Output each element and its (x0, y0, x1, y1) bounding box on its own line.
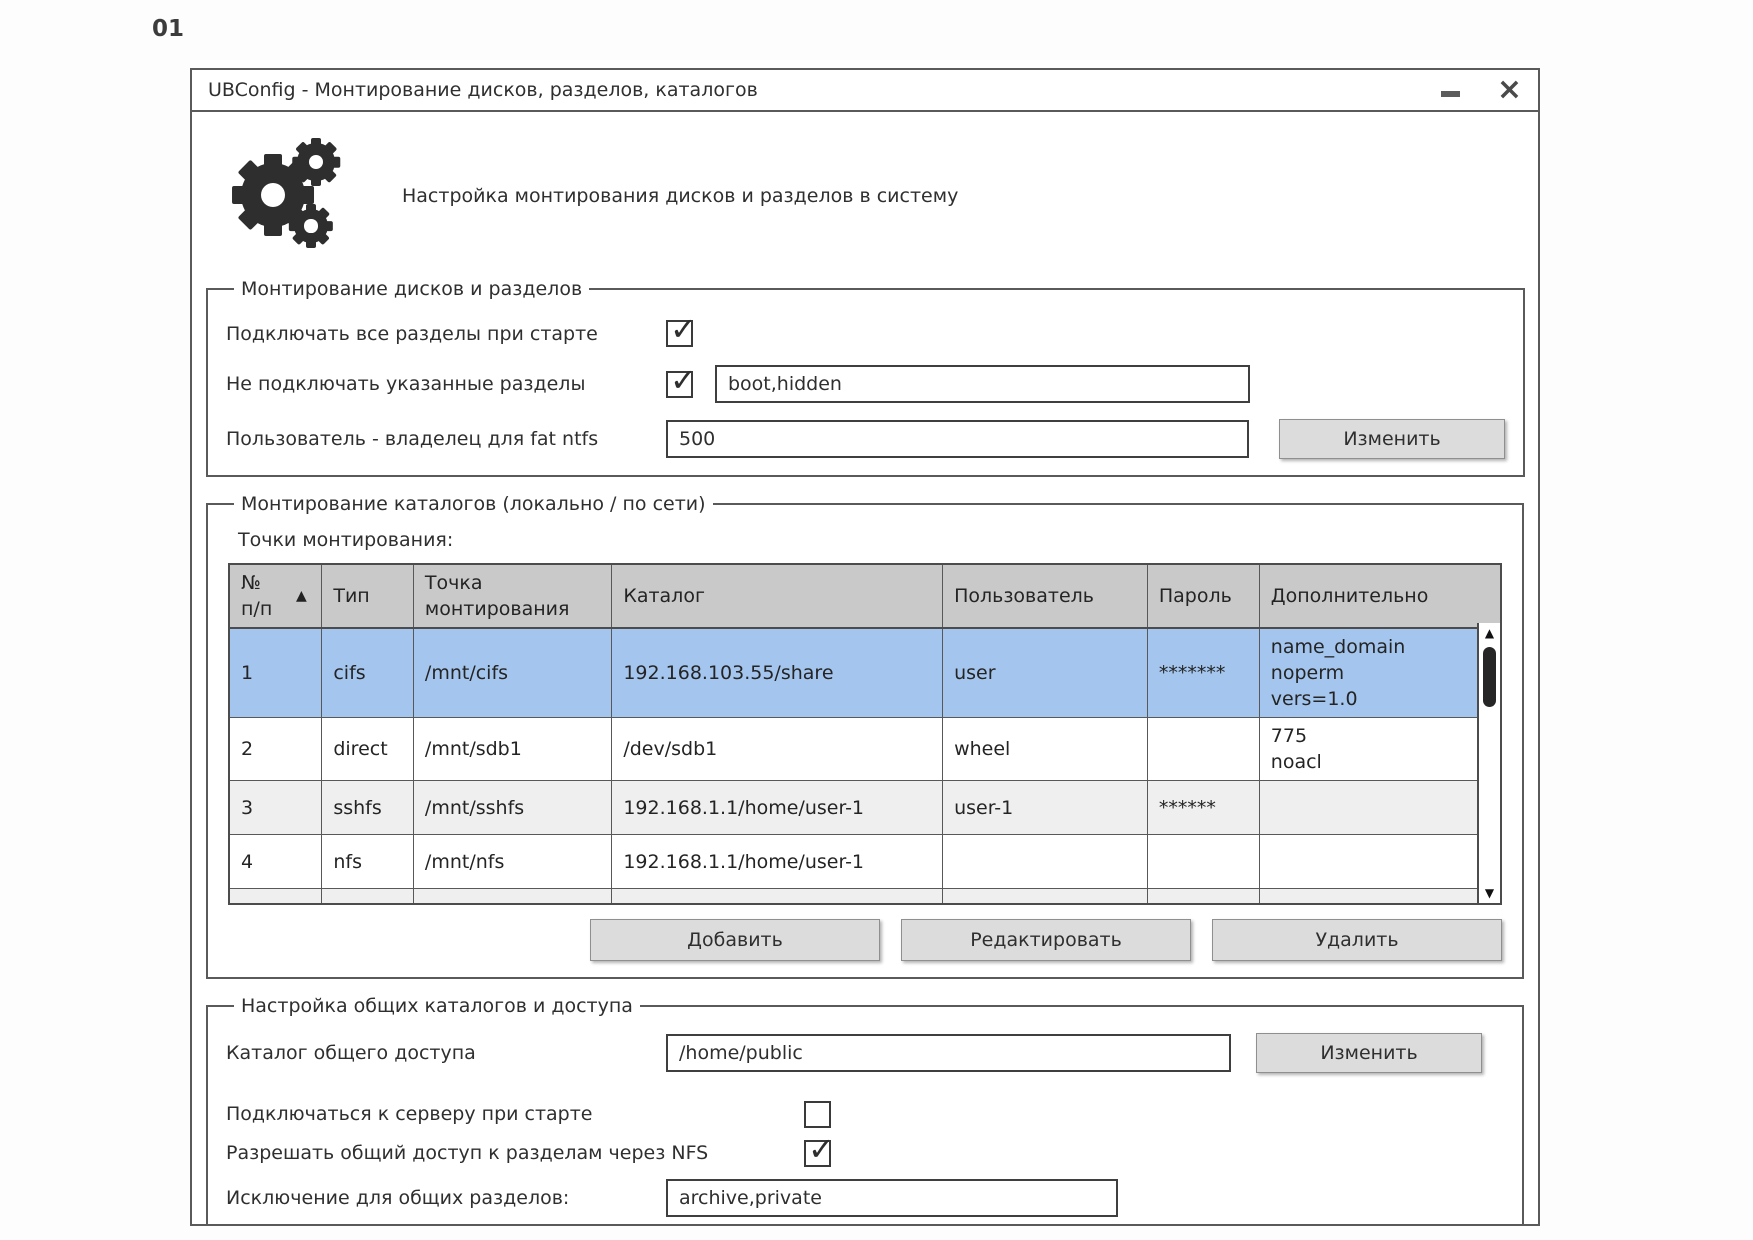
scroll-down-icon[interactable]: ▼ (1484, 885, 1495, 900)
cell-type: sshfs (322, 781, 414, 835)
owner-row (226, 419, 1505, 459)
cell-user: wheel (943, 718, 1148, 781)
cell-dir: /dev/sdb1 (612, 718, 943, 781)
cell-pass (1147, 835, 1259, 889)
mount-all-checkbox[interactable] (666, 310, 697, 348)
app-window (190, 68, 1540, 1226)
add-button[interactable]: Добавить (590, 919, 880, 961)
table-row[interactable] (229, 835, 1501, 889)
share-dir-input[interactable] (666, 1034, 1231, 1072)
col-header-user[interactable]: Пользователь (943, 564, 1148, 628)
mount-all-row (226, 310, 1505, 348)
cell-user: user (943, 628, 1148, 718)
cell-mount (413, 889, 611, 904)
checkmark-icon: ✓ (670, 310, 697, 348)
cell-num: 2 (229, 718, 322, 781)
cell-num: 1 (229, 628, 322, 718)
cell-extra (1259, 835, 1501, 889)
gears-icon (232, 138, 344, 254)
exclude-partitions-label: Не подключать указанные разделы (226, 373, 586, 395)
excluded-partitions-input[interactable] (715, 365, 1250, 403)
checkmark-icon: ✓ (670, 360, 697, 399)
cell-dir: 192.168.103.55/share (612, 628, 943, 718)
cell-pass (1147, 718, 1259, 781)
cell-type (322, 889, 414, 904)
catalog-mount-group (206, 493, 1524, 979)
col-header-type[interactable]: Тип (322, 564, 414, 628)
catalog-mount-legend: Монтирование каталогов (локально / по сети) (241, 493, 706, 515)
cell-num: 3 (229, 781, 322, 835)
gear-small-top-icon (292, 138, 340, 186)
exclude-partitions-row (226, 360, 1505, 403)
minimize-button[interactable] (1439, 78, 1463, 102)
exclude-partitions-checkbox[interactable] (666, 360, 697, 399)
window-title: UBConfig - Монтирование дисков, разделов, каталогов (208, 79, 758, 101)
share-exclude-label: Исключение для общих разделов: (226, 1186, 570, 1209)
owner-label: Пользователь - владелец для fat ntfs (226, 428, 599, 450)
page-label: 01 (152, 16, 185, 42)
cell-extra: 775 noacl (1259, 718, 1501, 781)
sort-ascending-icon: ▲ (296, 588, 307, 604)
scrollbar-thumb[interactable] (1483, 647, 1496, 707)
cell-pass: ******* (1147, 628, 1259, 718)
cell-dir: 192.168.1.1/home/user-1 (612, 781, 943, 835)
table-scrollbar[interactable] (1477, 623, 1500, 903)
cell-num (229, 889, 322, 904)
cell-pass (1147, 889, 1259, 904)
cell-pass: ****** (1147, 781, 1259, 835)
cell-user (943, 835, 1148, 889)
col-header-password[interactable]: Пароль (1147, 564, 1259, 628)
edit-button[interactable]: Редактировать (901, 919, 1191, 961)
table-row[interactable] (229, 628, 1501, 718)
disk-mount-legend: Монтирование дисков и разделов (241, 278, 583, 300)
change-share-dir-button[interactable]: Изменить (1256, 1033, 1482, 1073)
col-header-additional[interactable]: Дополнительно (1259, 564, 1501, 628)
table-buttons-row (226, 919, 1502, 961)
share-settings-legend: Настройка общих каталогов и доступа (241, 994, 633, 1017)
cell-dir (612, 889, 943, 904)
scroll-up-icon[interactable]: ▲ (1484, 626, 1495, 640)
mount-all-label: Подключать все разделы при старте (226, 322, 598, 345)
header-description: Настройка монтирования дисков и разделов в систему (402, 185, 959, 207)
cell-extra (1259, 781, 1501, 835)
cell-mount: /mnt/sdb1 (413, 718, 611, 781)
share-dir-label: Каталог общего доступа (226, 1041, 476, 1064)
nfs-share-row (226, 1129, 1504, 1168)
checkmark-icon: ✓ (808, 1129, 835, 1168)
owner-uid-input[interactable] (666, 420, 1249, 458)
share-exclude-row (226, 1179, 1504, 1217)
cell-mount: /mnt/sshfs (413, 781, 611, 835)
share-dir-row (226, 1033, 1504, 1073)
mount-points-table (228, 563, 1502, 905)
mount-points-table-wrap (228, 563, 1502, 905)
mount-table-body (229, 628, 1501, 904)
cell-dir: 192.168.1.1/home/user-1 (612, 835, 943, 889)
col-header-num[interactable]: № п/п ▲ (229, 564, 322, 628)
nfs-share-checkbox[interactable] (804, 1129, 835, 1168)
cell-extra (1259, 889, 1501, 904)
table-header-row (229, 564, 1501, 628)
cell-user: user-1 (943, 781, 1148, 835)
window-body (192, 112, 1538, 1224)
share-exclude-input[interactable] (666, 1179, 1118, 1217)
header-row (232, 138, 1524, 254)
table-row[interactable] (229, 781, 1501, 835)
change-owner-button[interactable]: Изменить (1279, 419, 1505, 459)
share-settings-group (206, 995, 1524, 1225)
connect-on-start-label: Подключаться к серверу при старте (226, 1103, 593, 1125)
cell-extra: name_domain noperm vers=1.0 (1259, 628, 1501, 718)
connect-on-start-checkbox[interactable] (804, 1101, 831, 1128)
disk-mount-group (206, 278, 1525, 477)
gear-small-bottom-icon (289, 204, 333, 248)
minimize-icon (1441, 91, 1460, 97)
cell-num: 4 (229, 835, 322, 889)
cell-mount: /mnt/cifs (413, 628, 611, 718)
cell-type: direct (322, 718, 414, 781)
cell-user (943, 889, 1148, 904)
close-button[interactable]: × (1496, 72, 1522, 107)
mount-points-label: Точки монтирования: (238, 529, 454, 551)
col-header-mount-point[interactable]: Точка монтирования (413, 564, 611, 628)
delete-button[interactable]: Удалить (1212, 919, 1502, 961)
titlebar (192, 70, 1538, 112)
window-controls (1439, 72, 1522, 107)
connect-on-start-row (226, 1101, 1504, 1128)
cell-type: nfs (322, 835, 414, 889)
cell-type: cifs (322, 628, 414, 718)
nfs-share-label: Разрешать общий доступ к разделам через NFS (226, 1142, 709, 1164)
table-row[interactable] (229, 889, 1501, 904)
cell-mount: /mnt/nfs (413, 835, 611, 889)
table-row[interactable] (229, 718, 1501, 781)
col-header-catalog[interactable]: Каталог (612, 564, 943, 628)
